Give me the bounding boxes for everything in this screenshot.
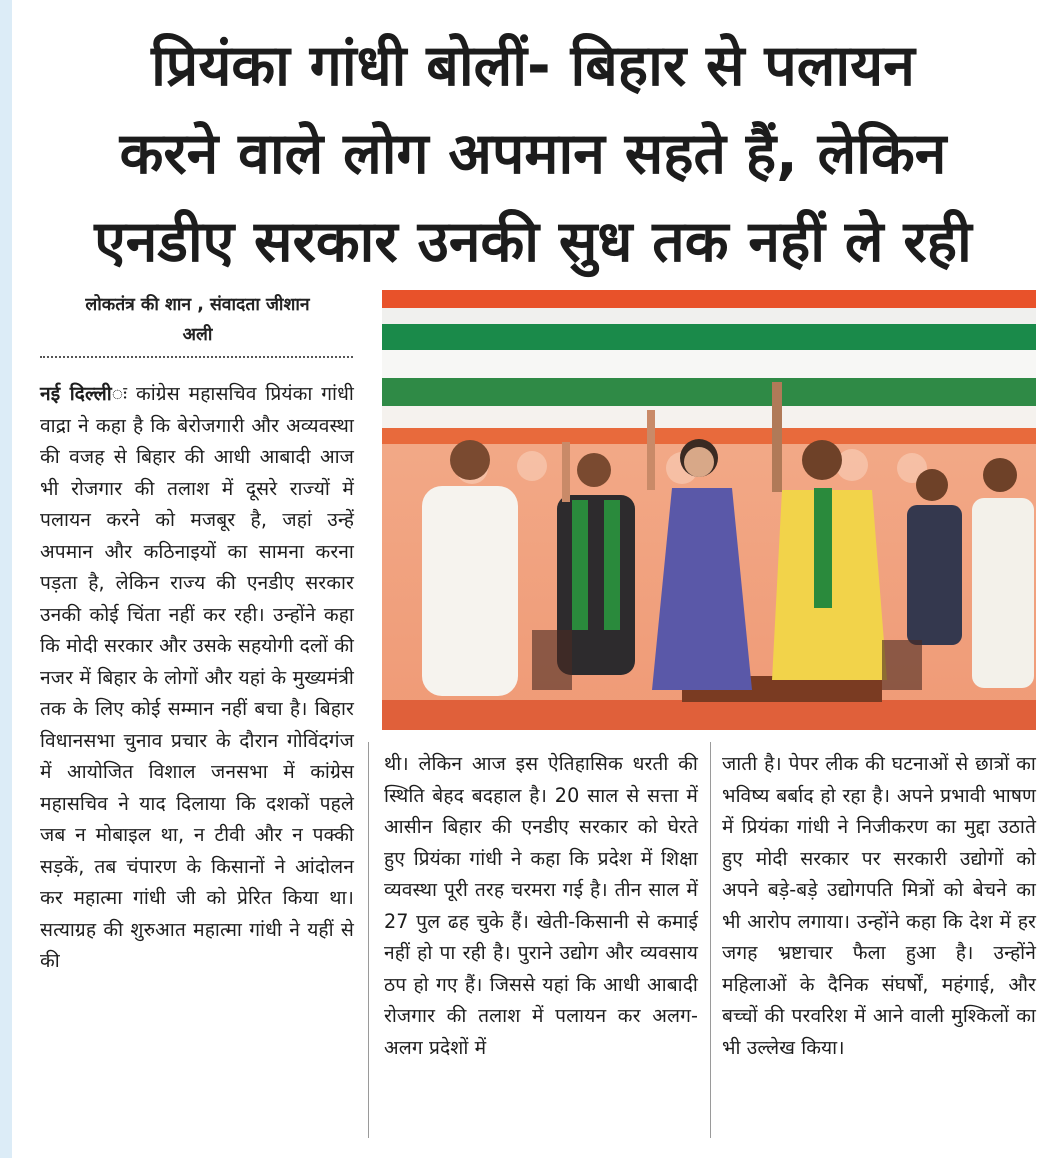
column-divider-2 (710, 742, 711, 1138)
dateline: नई दिल्ली (40, 382, 112, 405)
dotted-rule (40, 356, 353, 358)
byline-line-1: लोकतंत्र की शान , संवादता जीशान (85, 295, 310, 315)
headline-line-2: करने वाले लोग अपमान सहते हैं, लेकिन (119, 121, 947, 187)
article-column-3 (722, 748, 1036, 1063)
rally-illustration (382, 290, 1036, 730)
paragraph (40, 378, 354, 977)
column-1-text: ः कांग्रेस महासचिव प्रियंका गांधी वाद्रा ने कहा है कि बेरोजगारी और अव्यवस्था की वजह से बिहार की आधी आबादी आज भी रोजगार की तलाश में दूसरे राज्यों में पलायन करने को मजबूर है, जहां उन्हें अपमान और कठिनाइयों का सामना करना पड़ता है, लेकिन राज्य की एनडीए सरकार उनकी कोई चिंता नहीं कर रही। उन्होंने कहा कि मोदी सरकार और उसके सहयोगी दलों की नजर में बिहार के लोगों और यहां के मुख्यमंत्री तक के लिए कोई सम्मान नहीं बचा है। बिहार विधानसभा चुनाव प्रचार के दौरान गोविंदगंज में आयोजित विशाल जनसभा में कांग्रेस महासचिव ने याद दिलाया कि दशकों पहले जब न मोबाइल था, न टीवी और न पक्की सड़कें, तब चंपारण के किसानों ने आंदोलन कर महात्मा गांधी जी को प्रेरित किया था। सत्याग्रह की शुरुआत महात्मा गांधी ने यहीं से की (40, 382, 354, 972)
column-2-text: थी। लेकिन आज इस ऐतिहासिक धरती की स्थिति बेहद बदहाल है। 20 साल से सत्ता में आसीन बिहार की एनडीए सरकार को घेरते हुए प्रियंका गांधी ने कहा कि प्रदेश में शिक्षा व्यवस्था पूरी तरह चरमरा गई है। तीन साल में 27 पुल ढह चुके हैं। खेती-किसानी से कमाई नहीं हो पा रही है। पुराने उद्योग और व्यवसाय ठप हो गए हैं। जिससे यहां कि आधी आबादी रोजगार की तलाश में पलायन कर अलग-अलग प्रदेशों में (384, 752, 698, 1059)
article-column-2 (384, 748, 698, 1063)
byline-line-2: अली (182, 325, 213, 345)
byline (40, 290, 355, 350)
column-3-text: जाती है। पेपर लीक की घटनाओं से छात्रों का भविष्य बर्बाद हो रहा है। अपने प्रभावी भाषण में प्रियंका गांधी ने निजीकरण का मुद्दा उठाते हुए मोदी सरकार पर सरकारी उद्योगों को अपने बड़े-बड़े उद्योगपति मित्रों को बेचने का भी आरोप लगाया। उन्होंने कहा कि देश में हर जगह भ्रष्टाचार फैला हुआ है। उन्होंने महिलाओं के दैनिक संघर्षों, महंगाई, और बच्चों की परवरिश में आने वाली मुश्किलों का भी उल्लेख किया। (722, 752, 1036, 1059)
rally-photo (382, 290, 1036, 730)
article-column-1 (40, 378, 354, 977)
headline-line-1: प्रियंका गांधी बोलीं- बिहार से पलायन (151, 33, 915, 99)
headline (28, 22, 1038, 286)
headline-line-3: एनडीए सरकार उनकी सुध तक नहीं ले रही (94, 209, 972, 275)
column-divider-1 (368, 742, 369, 1138)
page-edge-strip (0, 0, 12, 1158)
